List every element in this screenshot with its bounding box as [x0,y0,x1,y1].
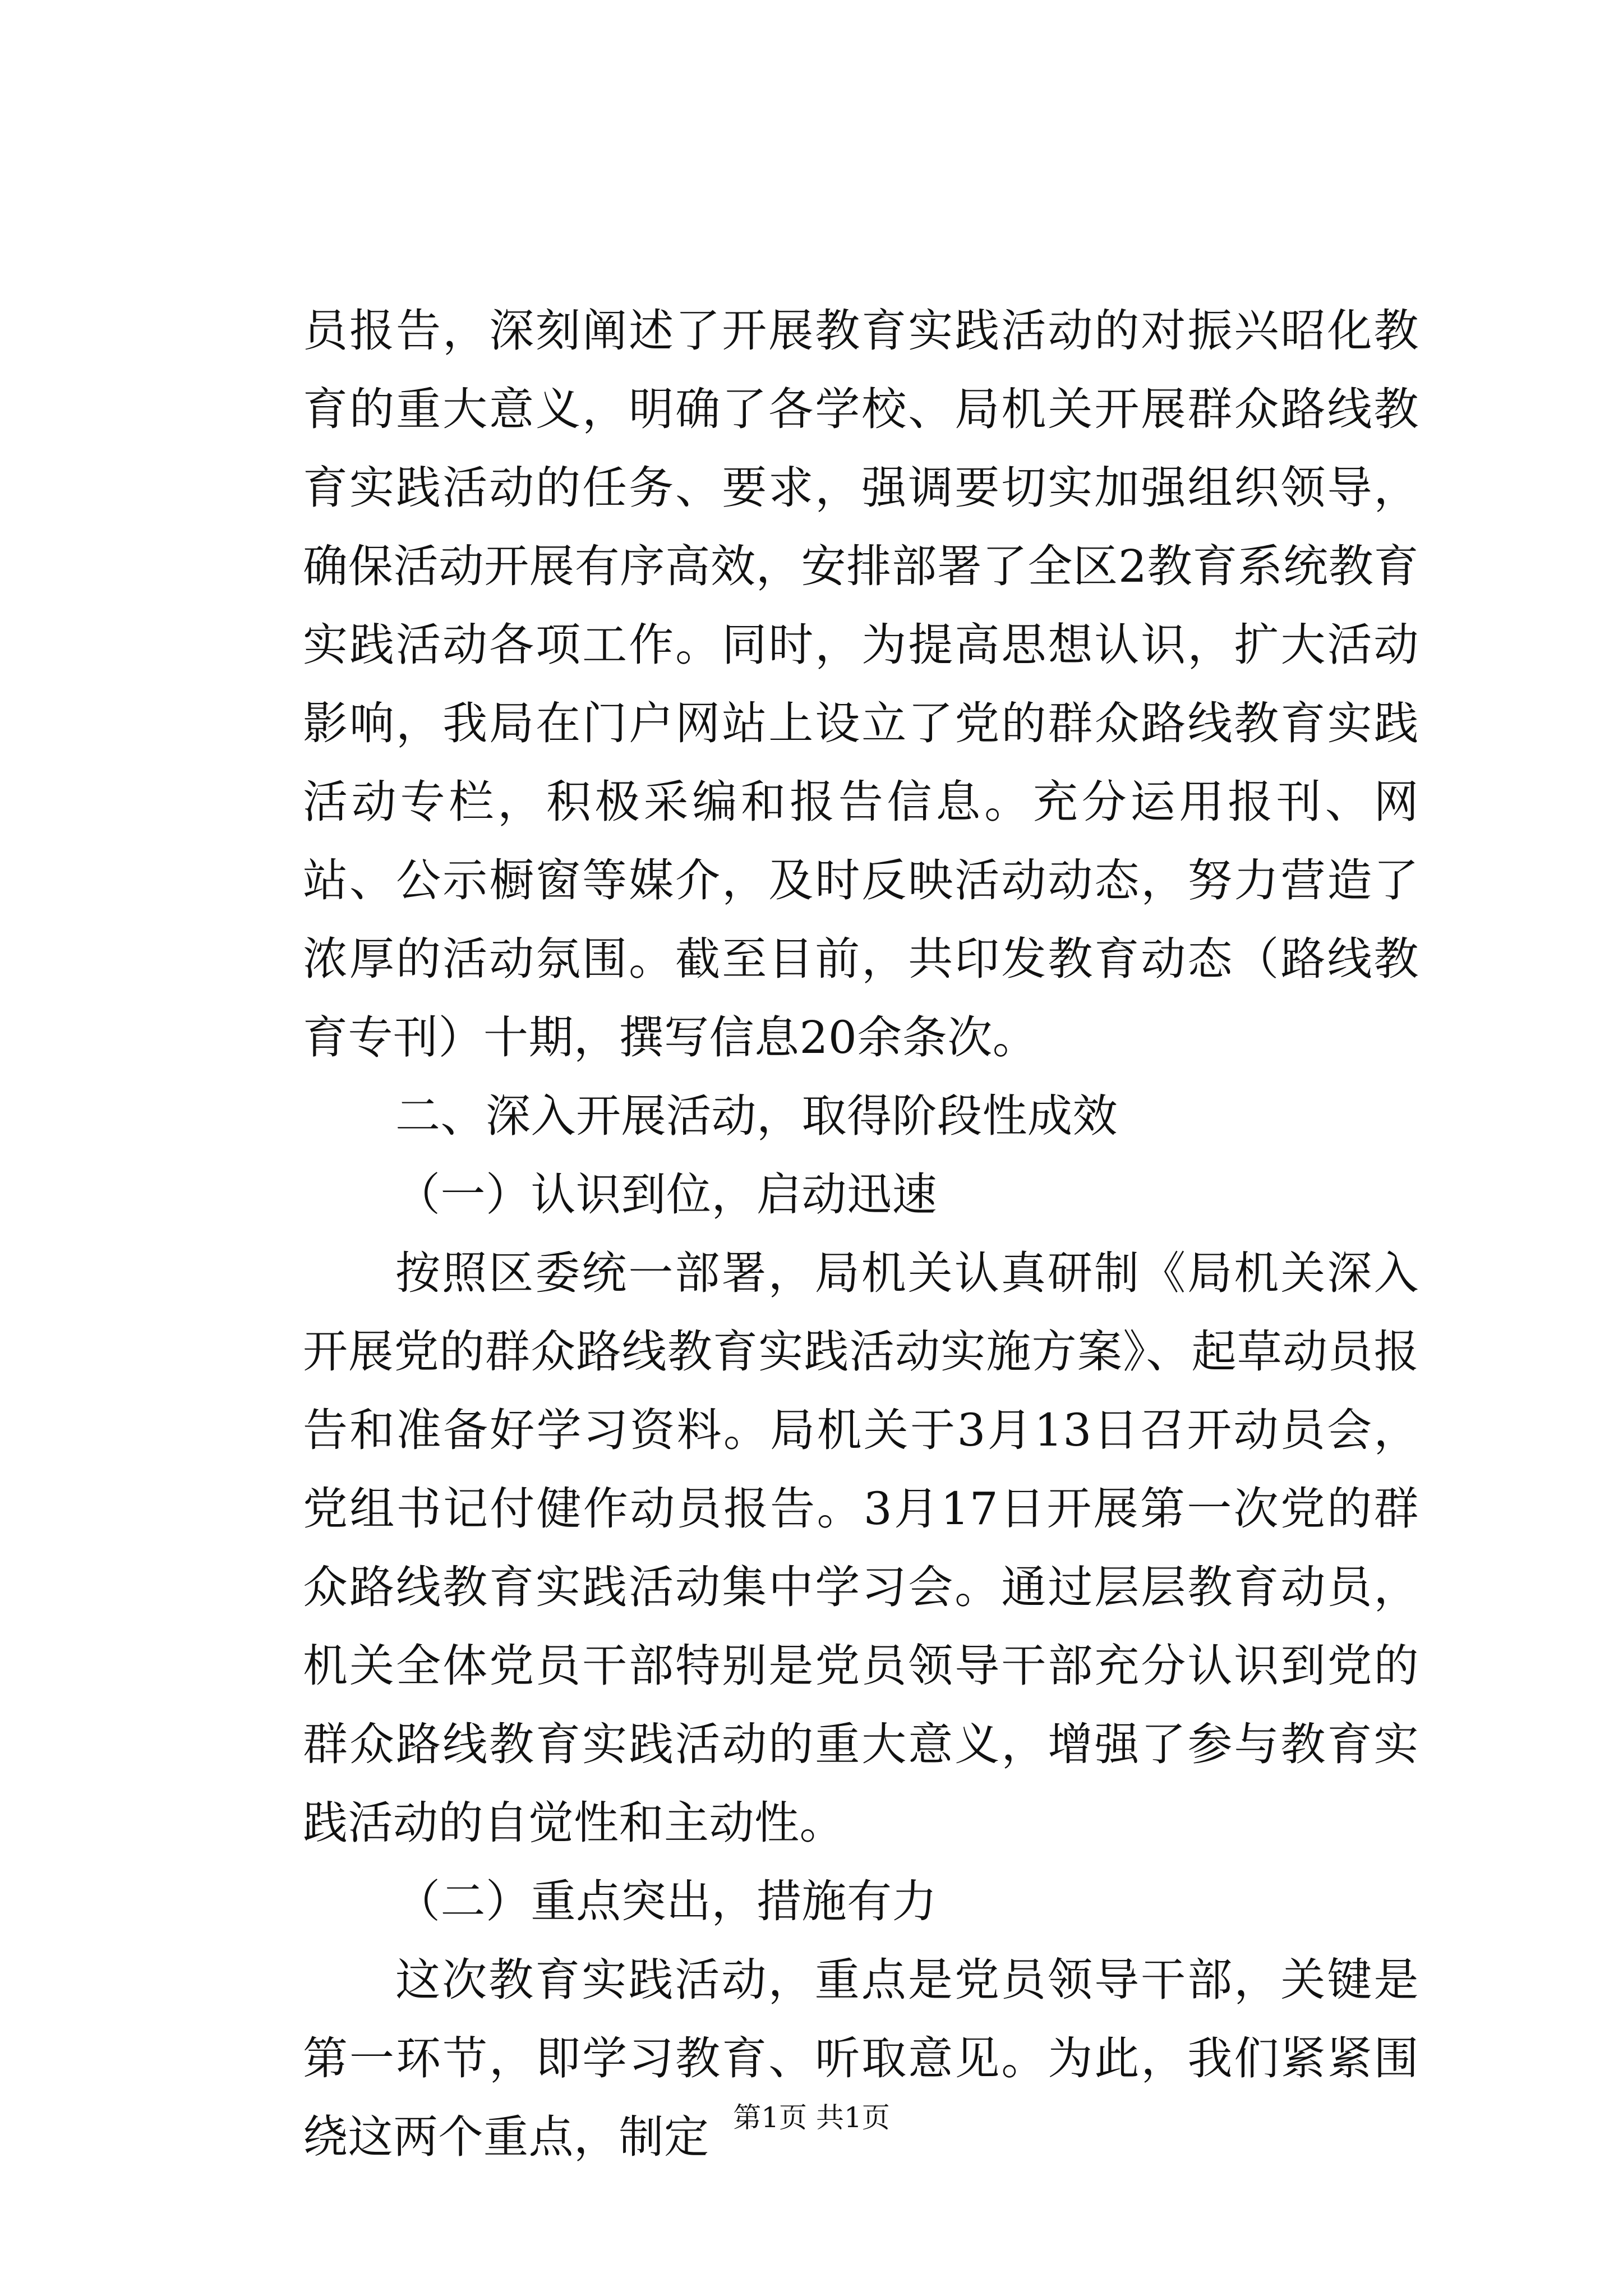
page-number-label: 第1页 共1页 [733,2101,890,2134]
page-footer [0,2101,1623,2134]
paragraph-subsection-1: 按照区委统一部署，局机关认真研制《局机关深入开展党的群众路线教育实践活动实施方案》、起草动员报告和准备好学习资料。局机关于3月13日召开动员会，党组书记付健作动员报告。3月17日开展第一次党的群众路线教育实践活动集中学习会。通过层层教育动员，机关全体党员干部特别是党员领导干部充分认识到党的群众路线教育实践活动的重大意义，增强了参与教育实践活动的自觉性和主动性。 [303,1247,1419,1849]
paragraph-subsection-2: 这次教育实践活动，重点是党员领导干部，关键是第一环节，即学习教育、听取意见。为此，我们紧紧围绕这两个重点，制定 [303,1954,1419,2163]
paragraph-continuation: 员报告，深刻阐述了开展教育实践活动的对振兴昭化教育的重大意义，明确了各学校、局机关开展群众路线教育实践活动的任务、要求，强调要切实加强组织领导，确保活动开展有序高效，安排部署了全区2教育系统教育实践活动各项工作。同时，为提高思想认识，扩大活动影响，我局在门户网站上设立了党的群众路线教育实践活动专栏，积极采编和报告信息。充分运用报刊、网站、公示橱窗等媒介，及时反映活动动态，努力营造了浓厚的活动氛围。截至目前，共印发教育动态（路线教育专刊）十期，撰写信息20余条次。 [303,305,1419,1064]
section-heading-2: 二、深入开展活动，取得阶段性成效 [395,1090,1118,1142]
subsection-heading-2: （二）重点突出，措施有力 [395,1875,937,1927]
document-body [303,292,1419,2177]
subsection-heading-1: （一）认识到位，启动迅速 [395,1168,937,1221]
